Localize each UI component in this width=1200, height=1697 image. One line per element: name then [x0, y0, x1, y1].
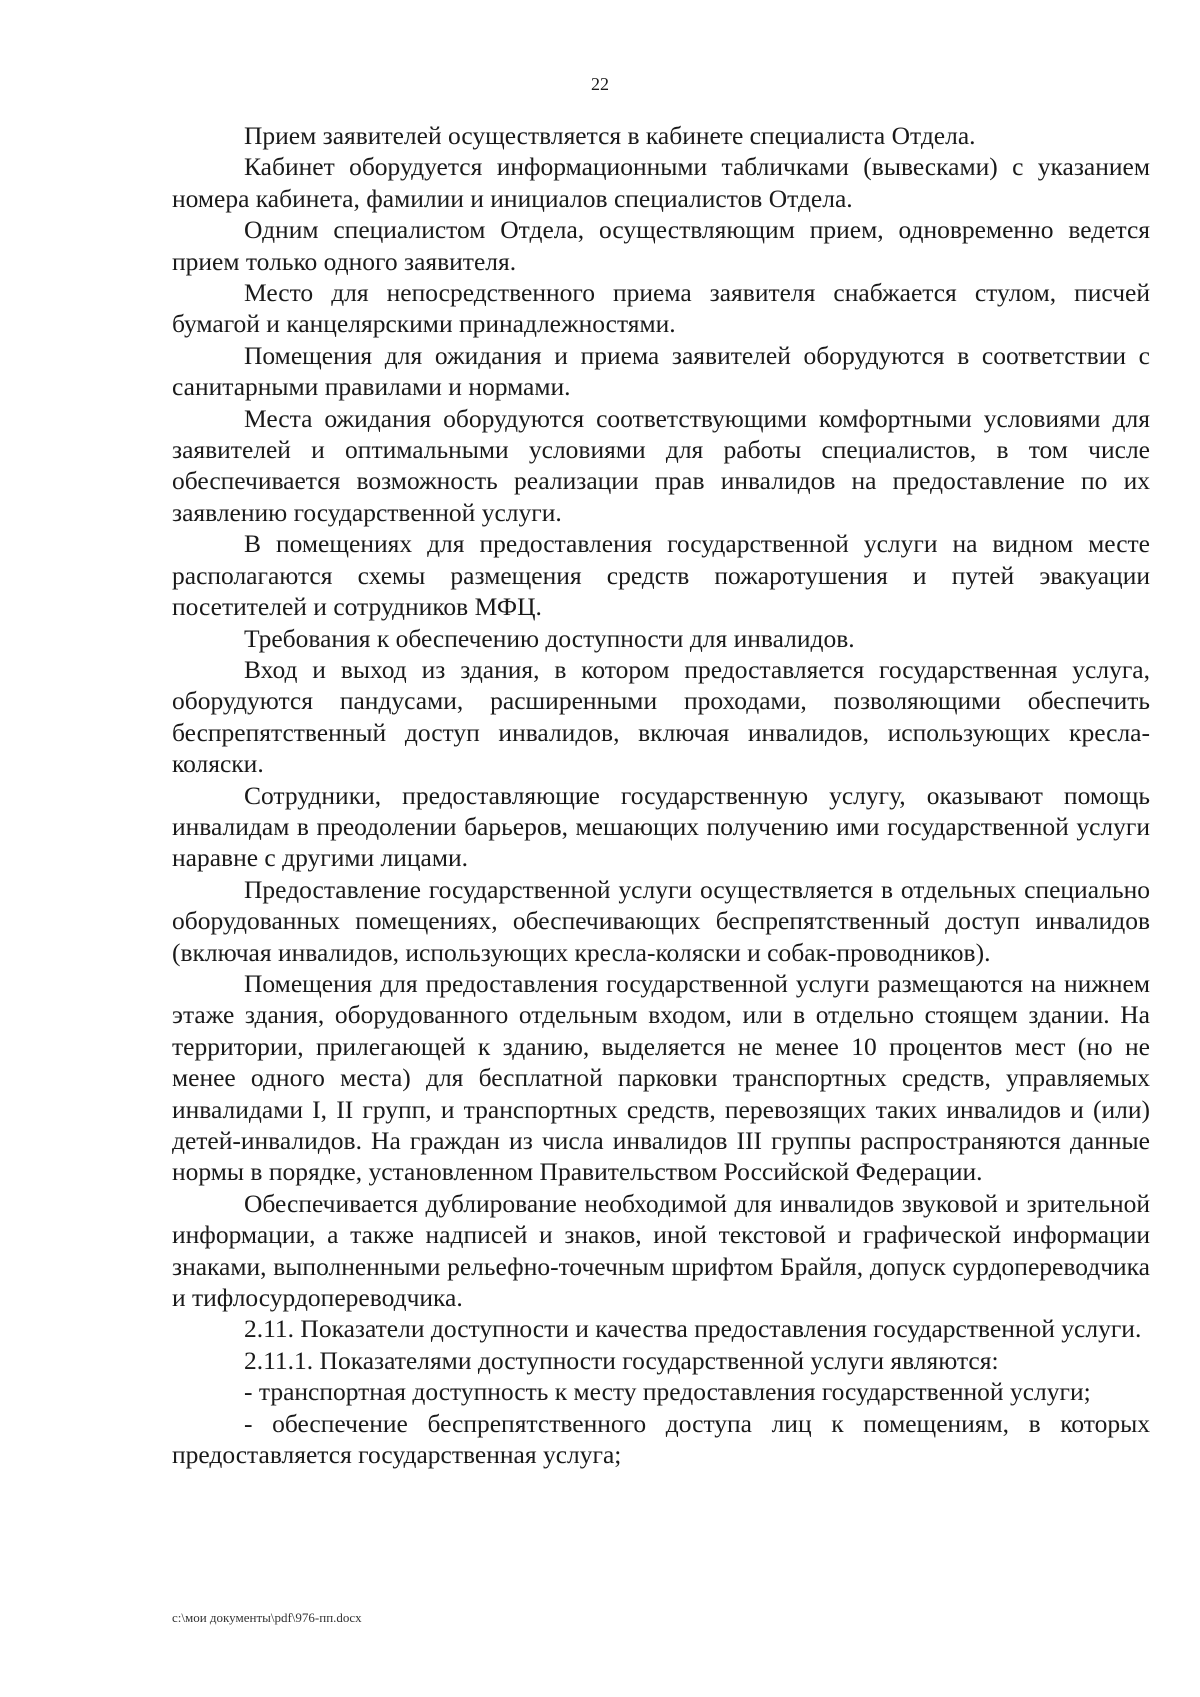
paragraph: Помещения для ожидания и приема заявителей оборудуются в соответствии с санитарными правилами и нормами.	[172, 340, 1150, 402]
paragraph: Прием заявителей осуществляется в кабинете специалиста Отдела.	[244, 121, 976, 150]
paragraph: Обеспечивается дублирование необходимой для инвалидов звуковой и зрительной информации, а также надписей и знаков, иной текстовой и графической информации знаками, выполненными рельефно-точечным шрифтом Брайля, допуск сурдопереводчика и тифлосурдопереводчика.	[172, 1188, 1150, 1313]
paragraph: В помещениях для предоставления государственной услуги на видном месте располагаются схемы размещения средств пожаротушения и путей эвакуации посетителей и сотрудников МФЦ.	[172, 529, 1150, 622]
paragraph: Кабинет оборудуется информационными табличками (вывесками) с указанием номера кабинета, фамилии и инициалов специалистов Отдела.	[172, 152, 1150, 213]
paragraph: Сотрудники, предоставляющие государственную услугу, оказывают помощь инвалидам в преодолении барьеров, мешающих получению ими государственной услуги наравне с другими лицами.	[172, 780, 1150, 873]
paragraph: Требования к обеспечению доступности для инвалидов.	[244, 623, 855, 653]
document-body	[172, 120, 1150, 1470]
section-heading: 2.11. Показатели доступности и качества предоставления государственной услуги.	[244, 1314, 1142, 1344]
paragraph: Помещения для предоставления государственной услуги размещаются на нижнем этаже здания, оборудованного отдельным входом, или в отдельно стоящем здании. На территории, прилегающей к зданию, выделяется не менее 10 процентов мест (но не менее одного места) для бесплатной парковки транспортных средств, управляемых инвалидами I, II групп, и транспортных средств, перевозящих таких инвалидов и (или) детей-инвалидов. На граждан из числа инвалидов III группы распространяются данные нормы в порядке, установленном Правительством Российской Федерации.	[172, 968, 1150, 1187]
paragraph: Одним специалистом Отдела, осуществляющим прием, одновременно ведется прием только одного заявителя.	[172, 215, 1150, 276]
paragraph: Место для непосредственного приема заявителя снабжается стулом, писчей бумагой и канцелярскими принадлежностями.	[172, 278, 1150, 339]
page-number: 22	[591, 74, 609, 94]
paragraph: Предоставление государственной услуги осуществляется в отдельных специально оборудованных помещениях, обеспечивающих беспрепятственный доступ инвалидов (включая инвалидов, использующих кресла-коляски и собак-проводников).	[172, 874, 1150, 967]
paragraph: Места ожидания оборудуются соответствующими комфортными условиями для заявителей и оптимальными условиями для работы специалистов, в том числе обеспечивается возможность реализации прав инвалидов на предоставление по их заявлению государственной услуги.	[172, 403, 1150, 527]
list-item: - обеспечение беспрепятственного доступа лиц к помещениям, в которых предоставляется государственная услуга;	[172, 1408, 1150, 1470]
paragraph: Вход и выход из здания, в котором предоставляется государственная услуга, оборудуются пандусами, расширенными проходами, позволяющими обеспечить беспрепятственный доступ инвалидов, включая инвалидов, использующих кресла-коляски.	[172, 654, 1150, 779]
list-item: - транспортная доступность к месту предоставления государственной услуги;	[244, 1377, 1091, 1407]
footer-file-path: c:\мои документы\pdf\976-пп.docx	[172, 1610, 362, 1625]
subsection-heading: 2.11.1. Показателями доступности государственной услуги являются:	[244, 1345, 999, 1375]
